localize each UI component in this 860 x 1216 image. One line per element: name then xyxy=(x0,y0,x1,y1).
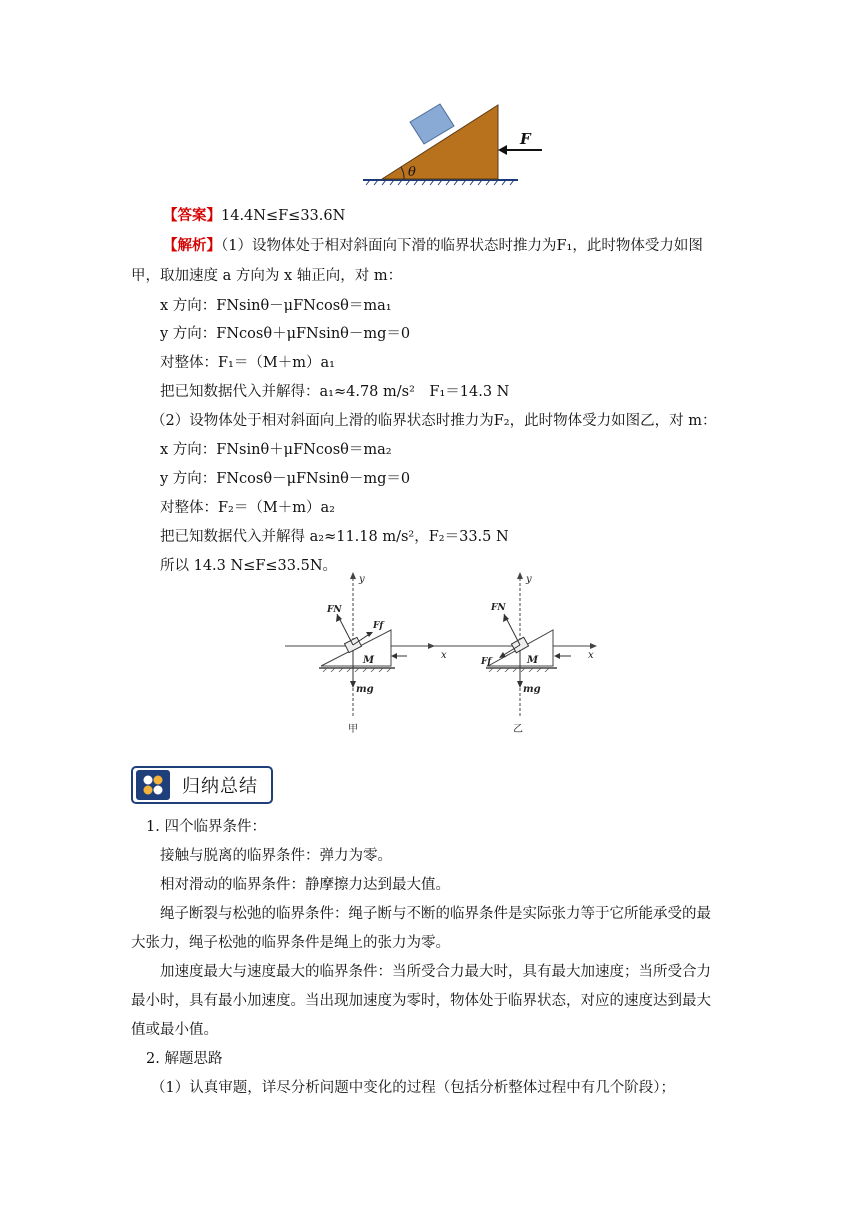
x-axis-arrow-right xyxy=(590,643,597,649)
label-y-right: y xyxy=(526,574,532,585)
label-m-right: M xyxy=(527,655,539,666)
ground-hatch xyxy=(363,180,518,185)
equation-x-1: x 方向：FNsinθ－μFNcosθ＝ma₁ xyxy=(160,298,392,314)
diagram-right xyxy=(480,572,594,735)
summary-c4a: 加速度最大与速度最大的临界条件：当所受合力最大时，具有最大加速度；当所受合力 xyxy=(160,964,711,980)
summary-c2: 相对滑动的临界条件：静摩擦力达到最大值。 xyxy=(160,877,450,893)
equation-whole-2: 对整体：F₂＝（M＋m）a₂ xyxy=(160,500,335,516)
caption-right: 乙 xyxy=(513,724,523,735)
equation-whole-1: 对整体：F₁＝（M＋m）a₁ xyxy=(160,355,335,371)
label-mg-left: mg xyxy=(356,684,374,695)
summary-heading xyxy=(131,766,273,804)
summary-title: 归纳总结 xyxy=(182,776,258,797)
diagram-left xyxy=(319,572,447,735)
label-fn-right: FN xyxy=(491,603,506,613)
summary-h2: 2. 解题思路 xyxy=(146,1051,223,1067)
answer-tag: 【答案】 xyxy=(163,207,221,224)
force-diagrams xyxy=(283,568,603,742)
label-fn-left: FN xyxy=(327,605,342,615)
summary-c4b: 最小时，具有最小加速度。当出现加速度为零时，物体处于临界状态，对应的速度达到最大 xyxy=(131,993,711,1009)
caption-left: 甲 xyxy=(348,724,358,735)
label-m-left: M xyxy=(363,655,375,666)
label-ff-left: Ff xyxy=(373,621,384,631)
label-x-left: x xyxy=(441,650,447,661)
result-1: 把已知数据代入并解得：a₁≈4.78 m/s² F₁＝14.3 N xyxy=(160,384,510,400)
analysis-p1a: （1）设物体处于相对斜面向下滑的临界状态时推力为F₁，此时物体受力如图 xyxy=(221,238,703,254)
equation-y-1: y 方向：FNcosθ＋μFNsinθ－mg＝0 xyxy=(160,326,411,342)
analysis-p2: （2）设物体处于相对斜面向上滑的临界状态时推力为F₂，此时物体受力如图乙，对 m： xyxy=(151,413,717,429)
x-axis-arrow-left xyxy=(428,643,435,649)
four-petal-icon xyxy=(136,770,170,800)
label-y-left: y xyxy=(359,574,365,585)
equation-y-2: y 方向：FNcosθ－μFNsinθ－mg＝0 xyxy=(160,471,411,487)
conclusion: 所以 14.3 N≤F≤33.5N。 xyxy=(160,558,338,574)
summary-c1: 接触与脱离的临界条件：弹力为零。 xyxy=(160,848,392,864)
label-ff-right: Ff xyxy=(481,657,492,667)
analysis-line-1 xyxy=(163,236,703,256)
summary-h1: 1. 四个临界条件： xyxy=(146,819,266,835)
analysis-p1b: 甲，取加速度 a 方向为 x 轴正向，对 m： xyxy=(131,268,403,284)
answer-line xyxy=(163,206,345,226)
analysis-tag: 【解析】 xyxy=(163,237,221,254)
label-mg-right: mg xyxy=(523,684,541,695)
angle-label: θ xyxy=(408,165,416,180)
equation-x-2: x 方向：FNsinθ＋μFNcosθ＝ma₂ xyxy=(160,442,392,458)
force-arrowhead xyxy=(498,145,507,155)
force-label: F xyxy=(520,130,531,148)
incline-figure xyxy=(360,100,550,190)
result-2: 把已知数据代入并解得 a₂≈11.18 m/s²，F₂＝33.5 N xyxy=(160,529,509,545)
summary-c4c: 值或最小值。 xyxy=(131,1022,218,1038)
summary-c3a: 绳子断裂与松弛的临界条件：绳子断与不断的临界条件是实际张力等于它所能承受的最 xyxy=(160,906,711,922)
summary-c3b: 大张力，绳子松弛的临界条件是绳上的张力为零。 xyxy=(131,935,450,951)
summary-s1: （1）认真审题，详尽分析问题中变化的过程（包括分析整体过程中有几个阶段）； xyxy=(151,1080,675,1096)
label-x-right: x xyxy=(588,650,594,661)
answer-text: 14.4N≤F≤33.6N xyxy=(221,208,346,224)
